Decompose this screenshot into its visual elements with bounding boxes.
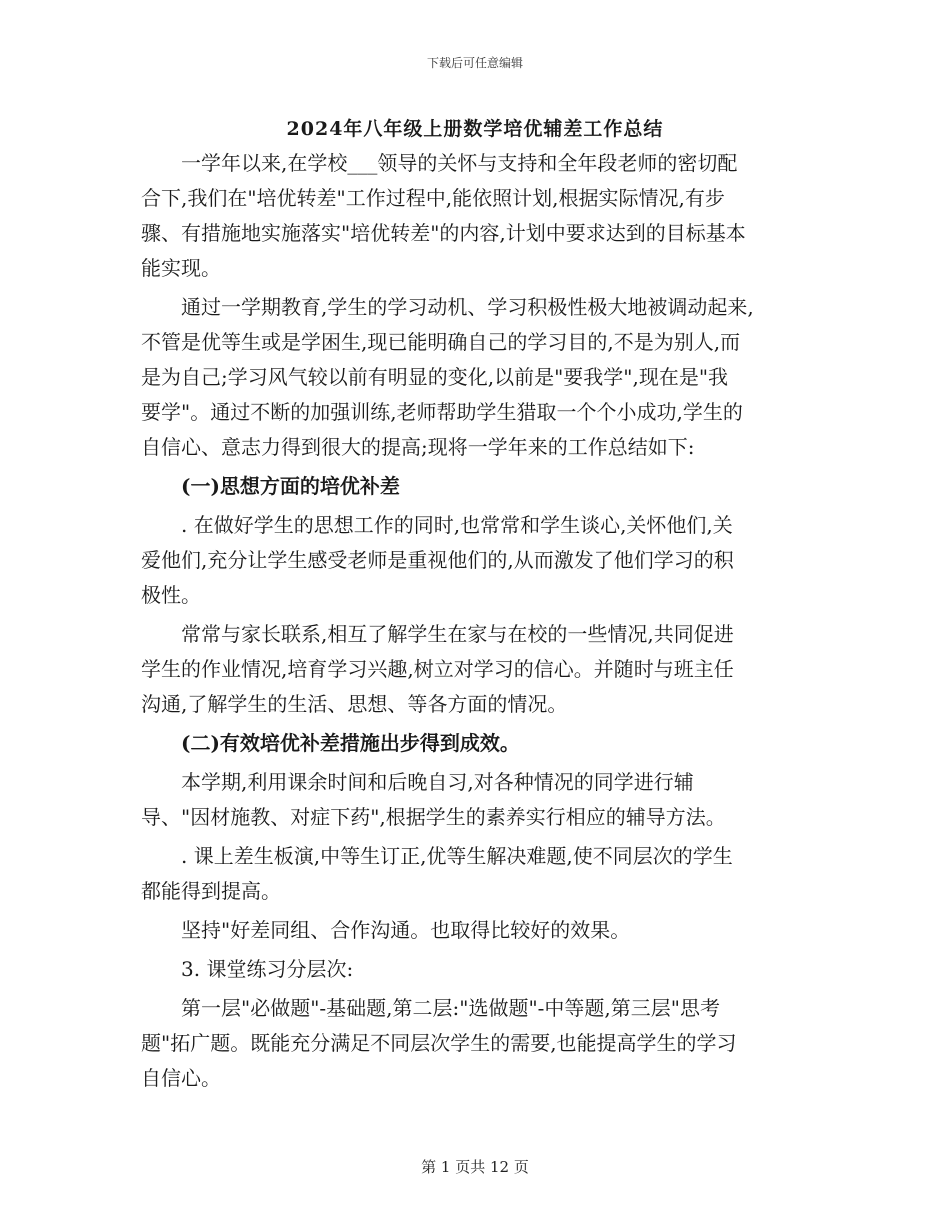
paragraph — [141, 290, 809, 465]
paragraph-line: 自信心、意志力得到很大的提高;现将一学年来的工作总结如下: — [141, 435, 695, 459]
page-number: 第 1 页共 12 页 — [421, 1158, 529, 1176]
paragraph-line: 本学期,利用课余时间和后晚自习,对各种情况的同学进行辅 — [181, 770, 694, 794]
paragraph-line: 能实现。 — [141, 256, 221, 280]
paragraph — [141, 952, 809, 987]
paragraph-line: 沟通,了解学生的生活、思想、等各方面的情况。 — [141, 692, 568, 716]
paragraph-line: 骤、有措施地实施落实"培优转差"的内容,计划中要求达到的目标基本 — [141, 221, 746, 245]
paragraph-line: 极性。 — [141, 583, 201, 607]
paragraph-line: 自信心。 — [141, 1066, 221, 1090]
paragraph — [141, 765, 809, 835]
paragraph — [141, 839, 809, 909]
section-heading: (二)有效培优补差措施出步得到成效。 — [181, 731, 520, 755]
paragraph-line: 常常与家长联系,相互了解学生在家与在校的一些情况,共同促进 — [181, 622, 734, 646]
paragraph-line: 合下,我们在"培优转差"工作过程中,能依照计划,根据实际情况,有步 — [141, 186, 725, 210]
paragraph — [141, 617, 809, 722]
document-body — [141, 146, 809, 1100]
paragraph — [141, 991, 809, 1096]
paragraph-line: 导、"因材施教、对症下药",根据学生的素养实行相应的辅导方法。 — [141, 805, 726, 829]
paragraph-line: . 课上差生板演,中等生订正,优等生解决难题,使不同层次的学生 — [181, 844, 733, 868]
page-header-note: 下载后可任意编辑 — [426, 56, 523, 70]
paragraph-line: 通过一学期教育,学生的学习动机、学习积极性极大地被调动起来, — [181, 295, 754, 319]
paragraph — [141, 913, 809, 948]
paragraph-line: 坚持"好差同组、合作沟通。也取得比较好的效果。 — [181, 918, 631, 942]
paragraph-line: 是为自己;学习风气较以前有明显的变化,以前是"要我学",现在是"我 — [141, 365, 729, 389]
document-title: 2024年八年级上册数学培优辅差工作总结 — [286, 118, 664, 140]
paragraph-line: 题"拓广题。既能充分满足不同层次学生的需要,也能提高学生的学习 — [141, 1031, 737, 1055]
paragraph-line: 要学"。通过不断的加强训练,老师帮助学生猎取一个个小成功,学生的 — [141, 400, 743, 424]
paragraph-line: 不管是优等生或是学困生,现已能明确自己的学习目的,不是为别人,而 — [141, 330, 741, 354]
paragraph-line: . 在做好学生的思想工作的同时,也常常和学生谈心,关怀他们,关 — [181, 513, 733, 537]
paragraph-line: 学生的作业情况,培育学习兴趣,树立对学习的信心。并随时与班主任 — [141, 657, 734, 681]
paragraph — [141, 146, 809, 286]
paragraph-line: 爱他们,充分让学生感受老师是重视他们的,从而激发了他们学习的积 — [141, 548, 734, 572]
section-heading: (一)思想方面的培优补差 — [181, 474, 400, 498]
paragraph-line: 都能得到提高。 — [141, 879, 281, 903]
paragraph-line: 一学年以来,在学校___领导的关怀与支持和全年段老师的密切配 — [181, 151, 738, 175]
paragraph-line: 3. 课堂练习分层次: — [181, 957, 354, 981]
paragraph-line: 第一层"必做题"-基础题,第二层:"选做题"-中等题,第三层"思考 — [181, 996, 720, 1020]
paragraph — [141, 508, 809, 613]
